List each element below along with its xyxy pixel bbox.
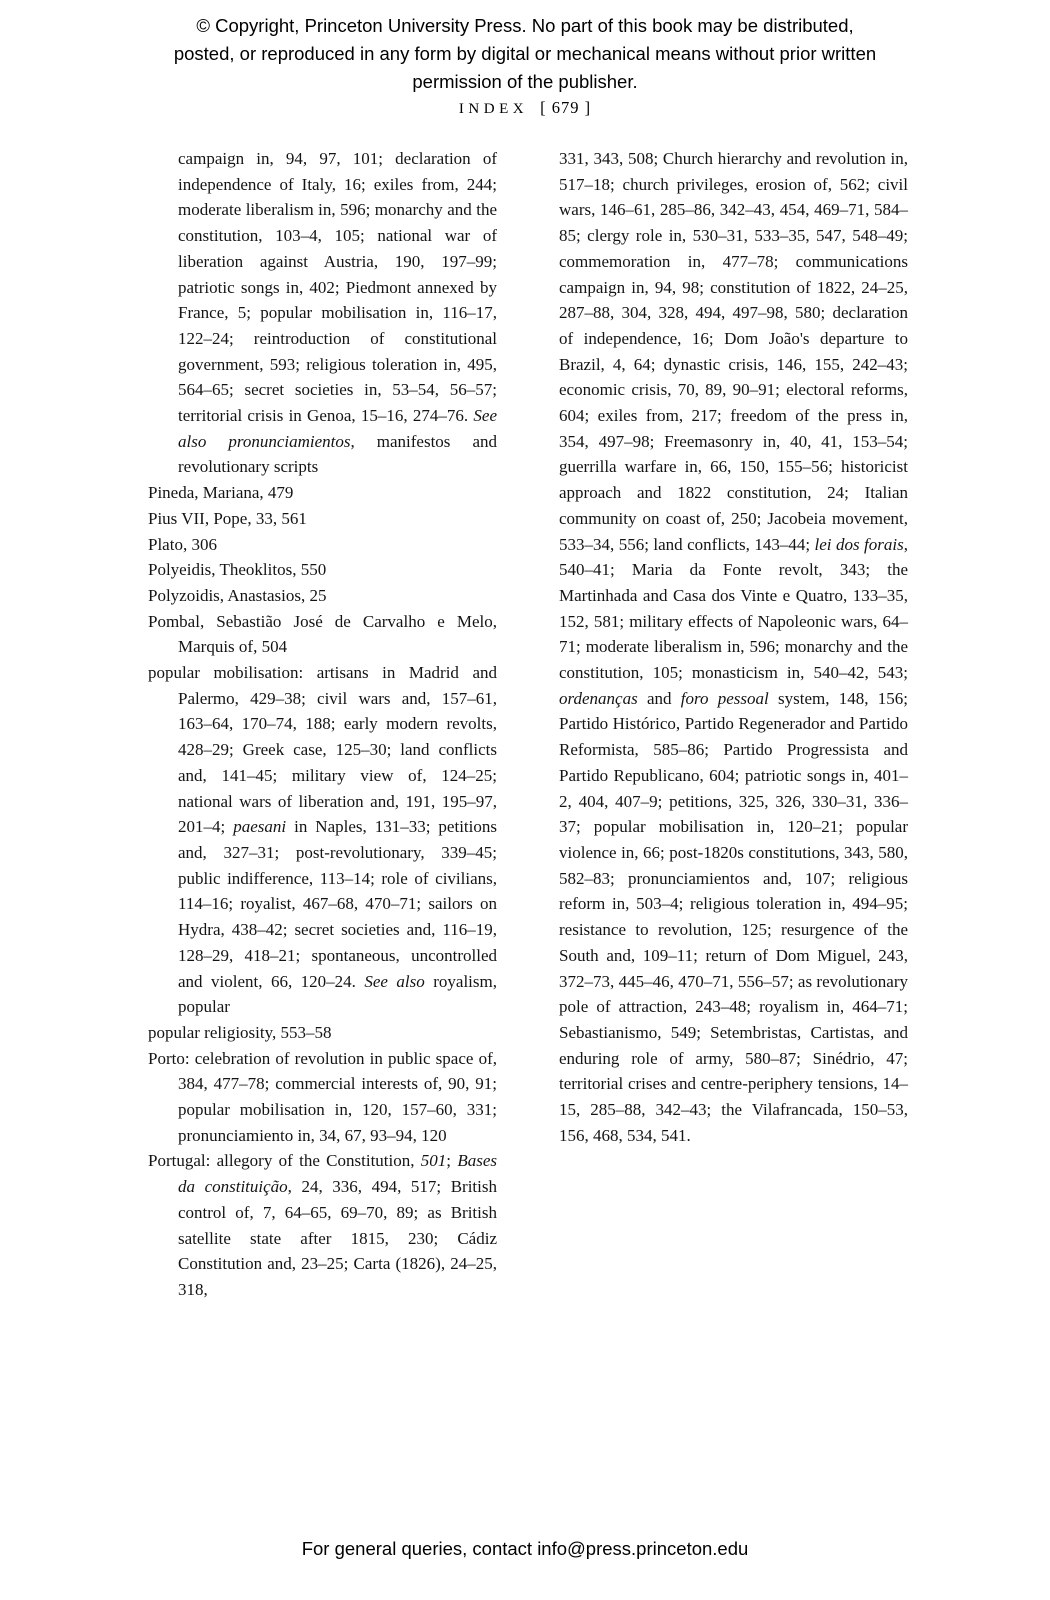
index-text-italic: foro pessoal [680,688,769,708]
index-text: popular mobilisation: artisans in Madrid and Palermo, 429–38; civil wars and, 157–61, 163–64, 170–74, 188; early modern revolts, 428–29; Greek case, 125–30; land conflicts and, 141–45; military view of, 124–25; national wars of liberation and, 191, 195–97, 201–4; [148,663,497,837]
index-entry [148,1046,497,1149]
footer-contact: For general queries, contact info@press.princeton.edu [301,1538,749,1559]
index-body [148,146,908,1303]
index-text: campaign in, 94, 97, 101; declaration of independence of Italy, 16; exiles from, 244; moderate liberalism in, 596; monarchy and the constitution, 103–4, 105; national war of liberation against Austria, 190, 197–99; patriotic songs in, 402; Piedmont annexed by France, 5; popular mobilisation in, 116–17, 122–24; reintroduction of constitutional government, 593; religious toleration in, 495, 564–65; secret societies in, 53–54, 56–57; territorial crisis in Genoa, 15–16, 274–76. [178,149,497,426]
index-text-italic: paesani [233,817,287,837]
index-text-italic: lei dos forais [814,534,904,554]
index-text: Pombal, Sebastião José de Carvalho e Melo, Marquis of, 504 [148,611,497,657]
index-text: Pineda, Mariana, 479 [148,483,294,503]
index-text: Pius VII, Pope, 33, 561 [148,508,307,528]
index-entry [148,480,497,506]
index-entry [559,146,908,1148]
index-text: system, 148, 156; Partido Histórico, Partido Regenerador and Partido Reformista, 585–86; Partido Progressista and Partido Republicano, 604; patriotic songs in, 401–2, 404, 407–9; petitions, 325, 326, 330–31, 336–37; popular mobilisation in, 120–21; popular violence in, 66; post-1820s constitutions, 343, 580, 582–83; pronunciamientos and, 107; religious reform in, 503–4; religious toleration in, 494–95; resistance to revolution, 125; resurgence of the South and, 109–11; return of Dom Miguel, 243, 372–73, 445–46, 470–71, 556–57; as revolutionary pole of attraction, 243–48; royalism in, 464–71; Sebastianismo, 549; Setembristas, Cartistas, and enduring role of army, 580–87; Sinédrio, 47; territorial crises and centre-periphery tensions, 14–15, 285–88, 342–43; the Vilafrancada, 150–53, 156, 468, 534, 541. [559,688,909,1145]
copyright-notice [0,12,1050,96]
index-text: in Naples, 131–33; petitions and, 327–31; post-revolutionary, 339–45; public indifference, 113–14; role of civilians, 114–16; royalist, 467–68, 470–71; sailors on Hydra, 438–42; secret societies and, 116–19, 128–29, 418–21; spontaneous, uncontrolled and violent, 66, 120–24. [178,817,497,991]
index-text: Polyeidis, Theoklitos, 550 [148,560,327,580]
index-text-italic: 501 [420,1151,447,1171]
index-text: , 540–41; Maria da Fonte revolt, 343; the Martinhada and Casa dos Vinte e Quatro, 133–35, 152, 581; military effects of Napoleonic wars, 64–71; moderate liberalism in, 596; monarchy and the constitution, 105; monasticism in, 540–42, 543; [559,534,908,683]
index-text: Polyzoidis, Anastasios, 25 [148,585,327,605]
page-header [0,98,1050,118]
index-entry [148,609,497,660]
index-text: , 24, 336, 494, 517; British control of, 7, 64–65, 69–70, 89; as British satellite state after 1815, 230; Cádiz Constitution and, 23–25; Carta (1826), 24–25, 318, [178,1177,497,1299]
index-entry [148,1020,497,1046]
index-label: INDEX [458,101,529,117]
index-text: Porto: celebration of revolution in public space of, 384, 477–78; commercial interests of, 90, 91; popular mobilisation in, 120, 157–60, 331; pronunciamiento in, 34, 67, 93–94, 120 [148,1048,497,1145]
index-text-italic: ordenanças [559,688,638,708]
index-text: ; [446,1151,458,1171]
index-text: Portugal: allegory of the Constitution, [148,1151,421,1171]
index-text-italic: See also [364,971,425,991]
index-text: popular religiosity, 553–58 [148,1022,332,1042]
index-entry [148,1148,497,1302]
index-left-column [148,146,497,1303]
index-entry [148,583,497,609]
index-text: royalism, popular [178,971,497,1017]
index-entry [148,146,497,480]
index-right-column [559,146,908,1303]
index-entry [148,506,497,532]
index-text: and [637,688,681,708]
index-text-italic: See also pronunciamientos [178,406,497,451]
index-text: , manifestos and revolutionary scripts [178,431,497,477]
page-number: [ 679 ] [540,98,592,117]
index-text: Plato, 306 [148,534,217,554]
index-entry [148,557,497,583]
index-text-italic: Bases da constituição [178,1151,497,1197]
copyright-text: © Copyright, Princeton University Press. No part of this book may be distributed, posted, or reproduced in any form by digital or mechanical means without prior written permission of the publisher. [173,15,877,92]
index-entry [148,532,497,558]
index-text: 331, 343, 508; Church hierarchy and revolution in, 517–18; church privileges, erosion of, 562; civil wars, 146–61, 285–86, 342–43, 454, 469–71, 584–85; clergy role in, 530–31, 533–35, 547, 548–49; commemoration in, 477–78; communications campaign in, 94, 98; constitution of 1822, 24–25, 287–88, 304, 328, 494, 497–98, 580; declaration of independence, 16; Dom João's departure to Brazil, 4, 64; dynastic crisis, 146, 155, 242–43; economic crisis, 70, 89, 90–91; electoral reforms, 604; exiles from, 217; freedom of the press in, 354, 497–98; Freemasonry in, 40, 41, 153–54; guerrilla warfare in, 66, 150, 155–56; historicist approach and 1822 constitution, 24; Italian community on coast of, 250; Jacobeia movement, 533–34, 556; land conflicts, 143–44; [559,149,908,554]
index-entry [148,660,497,1020]
